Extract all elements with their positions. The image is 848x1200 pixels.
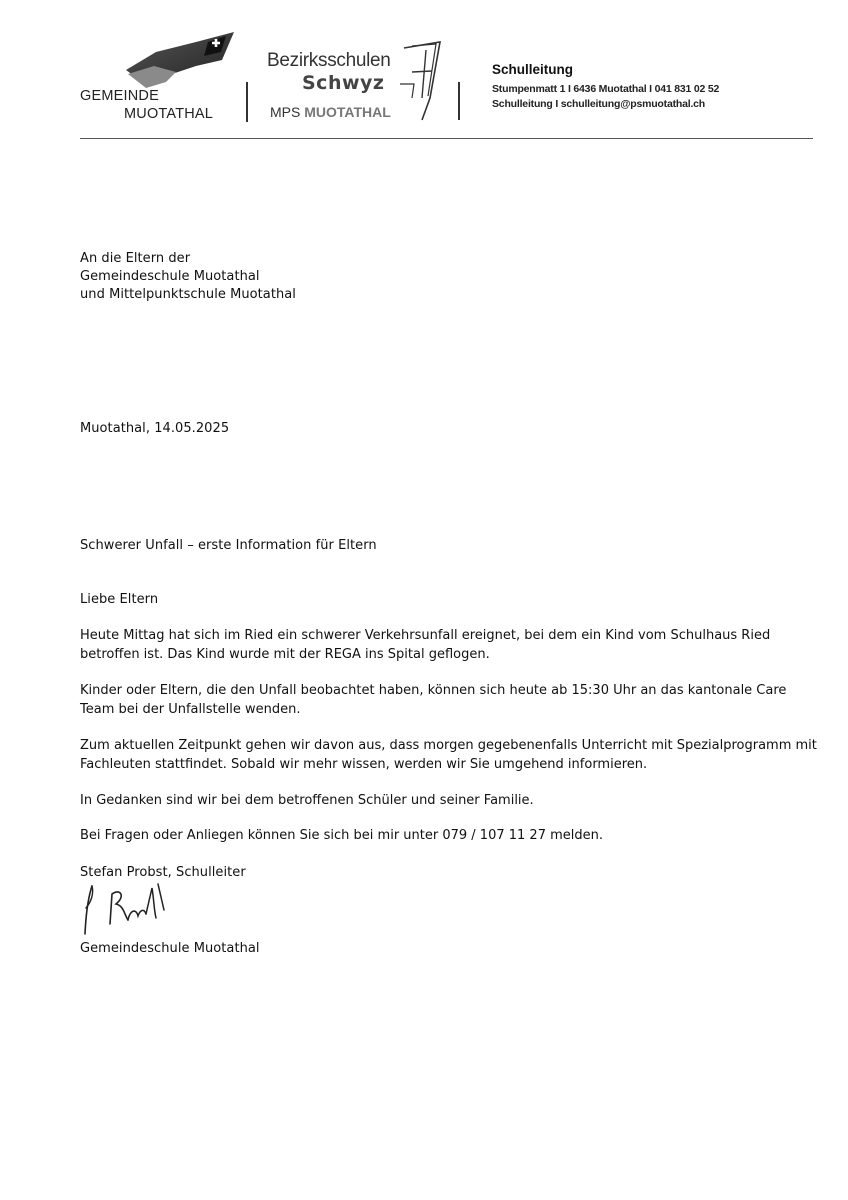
contact-title: Schulleitung	[492, 62, 573, 77]
header-divider	[458, 82, 460, 120]
date-line: Muotathal, 14.05.2025	[80, 421, 230, 436]
contact-email: Schulleitung I schulleitung@psmuotathal.ch	[492, 98, 706, 110]
gemeinde-logo-line2: MUOTATHAL	[124, 106, 214, 122]
paragraph-2: Kinder oder Eltern, die den Unfall beobachtet haben, können sich heute ab 15:30 Uhr an das kantonale Care Team bei der Unfallstelle wenden.	[80, 683, 787, 717]
gemeinde-logo-line1: GEMEINDE	[80, 88, 159, 104]
recipient-line1: An die Eltern der	[80, 251, 191, 266]
bezirk-logo-line2: Schwyz	[302, 72, 385, 94]
paragraph-1: Heute Mittag hat sich im Ried ein schwerer Verkehrsunfall ereignet, bei dem ein Kind vom Schulhaus Ried betroffen ist. Das Kind wurde mit der REGA ins Spital geflogen.	[80, 628, 771, 662]
header-rule	[80, 138, 813, 139]
paragraph-3: Zum aktuellen Zeitpunkt gehen wir davon aus, dass morgen gegebenenfalls Unterricht mit Spezialprogramm mit Fachleuten stattfindet. Sobald wir mehr wissen, werden wir Sie umgehend informieren.	[80, 738, 817, 772]
school-contact-block	[492, 62, 719, 110]
organisation-line: Gemeindeschule Muotathal	[80, 941, 260, 956]
sender-line: Stefan Probst, Schulleiter	[80, 865, 246, 880]
recipient-line3: und Mittelpunktschule Muotathal	[80, 287, 296, 302]
bezirk-logo-line3	[270, 104, 391, 120]
salutation: Liebe Eltern	[80, 592, 159, 607]
gemeinde-muotathal-logo	[80, 30, 245, 122]
bezirk-logo-name: MUOTATHAL	[304, 104, 391, 120]
paragraph-5: Bei Fragen oder Anliegen können Sie sich bei mir unter 079 / 107 11 27 melden.	[80, 828, 603, 843]
swiss-flag-mountain-icon	[126, 30, 238, 90]
handwritten-signature	[80, 880, 180, 940]
bezirk-logo-prefix: MPS	[270, 104, 301, 120]
bezirksschulen-schwyz-logo	[262, 38, 447, 123]
subject-line: Schwerer Unfall – erste Information für Eltern	[80, 538, 377, 553]
contact-address: Stumpenmatt 1 I 6436 Muotathal I 041 831 02 52	[492, 83, 720, 95]
recipient-line2: Gemeindeschule Muotathal	[80, 269, 260, 284]
paragraph-4: In Gedanken sind wir bei dem betroffenen Schüler und seiner Familie.	[80, 793, 534, 808]
header-divider	[246, 82, 248, 122]
bezirk-logo-line1: Bezirksschulen	[267, 50, 391, 71]
